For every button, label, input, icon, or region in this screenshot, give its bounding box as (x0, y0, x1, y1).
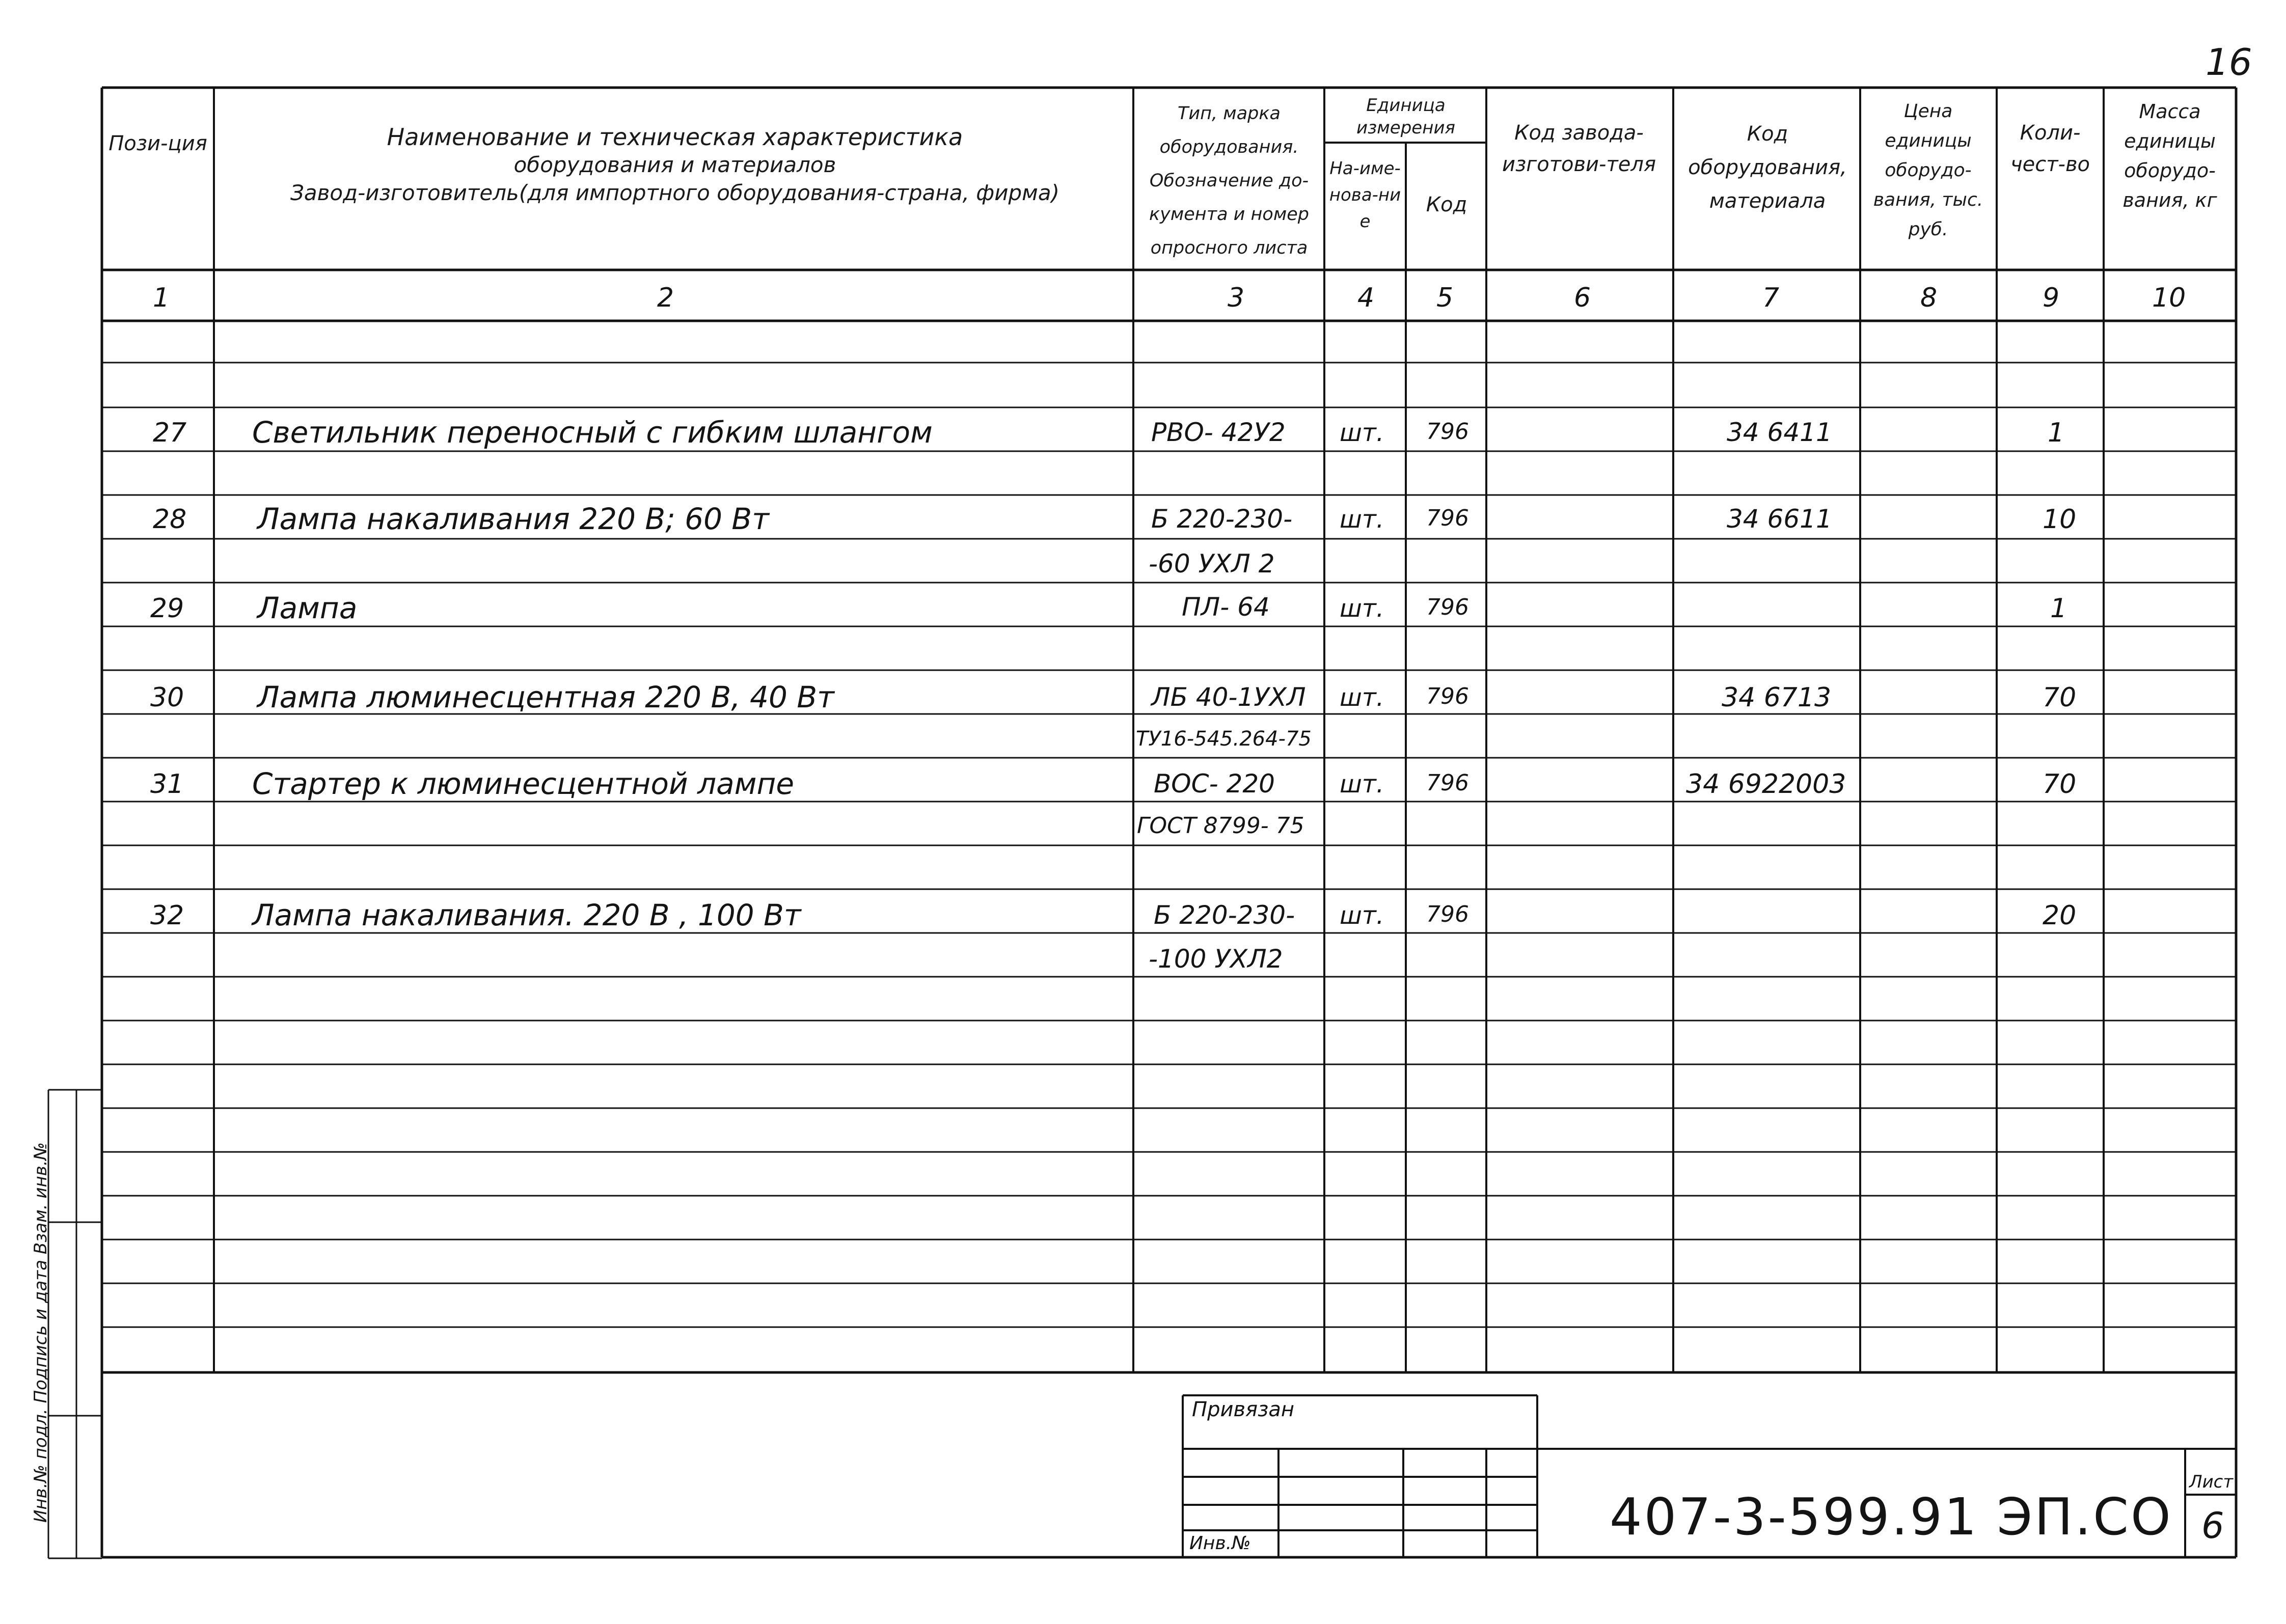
row-29-type: ПЛ- 64 (1182, 592, 1270, 622)
row-27-code: 796 (1426, 419, 1469, 445)
row-28-type: Б 220-230- (1151, 504, 1293, 534)
row-31-material: 34 6922003 (1686, 769, 1846, 800)
row-32-code: 796 (1426, 901, 1469, 927)
header-material-code-line1: Код (1747, 122, 1788, 146)
col-number-9: 9 (2043, 283, 2060, 313)
row-27-type: РВО- 42У2 (1151, 418, 1286, 447)
stamp-inv-no: Инв.№ (1189, 1533, 1251, 1554)
row-29-quantity: 1 (2050, 593, 2067, 624)
row-30-name: Лампа люминесцентная 220 В, 40 Вт (257, 680, 834, 714)
row-32-unit: шт. (1340, 901, 1384, 930)
header-mass: Масса единицы оборудо-вания, кг (2122, 100, 2217, 211)
row-29-position: 29 (150, 593, 184, 624)
row-28-code: 796 (1426, 505, 1469, 531)
row-29-unit: шт. (1340, 594, 1384, 623)
row-32-position: 32 (150, 900, 184, 931)
header-material-code-line3: материала (1709, 189, 1826, 213)
header-name-line1: Наименование и техническая характеристика (387, 123, 963, 151)
header-quantity: Коли-чест-во (2010, 121, 2090, 176)
stamp-sheet-no: 6 (2201, 1505, 2224, 1547)
row-31-position: 31 (150, 769, 184, 800)
page-number: 16 (2206, 41, 2252, 84)
header-factory-code: Код завода-изготови-теля (1502, 121, 1656, 176)
row-29-name: Лампа (257, 591, 358, 625)
row-29-code: 796 (1426, 594, 1469, 620)
row-30-material: 34 6713 (1722, 682, 1832, 713)
row-32-type-cont: -100 УХЛ2 (1149, 944, 1283, 974)
header-name-line2: оборудования и материалов (513, 152, 836, 177)
col-number-1: 1 (153, 283, 170, 313)
row-31-quantity: 70 (2043, 769, 2077, 800)
col-number-5: 5 (1436, 283, 1454, 313)
header-position: Пози-ция (108, 132, 207, 155)
header-price: Цена единицы оборудо-вания, тыс. руб. (1873, 101, 1983, 240)
header-unit-name: На-име-нова-ние (1329, 158, 1401, 232)
row-27-unit: шт. (1340, 419, 1384, 447)
row-31-type-cont: ГОСТ 8799- 75 (1137, 813, 1304, 839)
row-30-code: 796 (1426, 683, 1469, 709)
row-32-quantity: 20 (2043, 900, 2077, 931)
row-30-position: 30 (150, 682, 184, 713)
header-name-line3: Завод-изготовитель(для импортного оборудования-страна, фирма) (290, 180, 1059, 205)
row-30-type: ЛБ 40-1УХЛ (1151, 682, 1306, 712)
row-28-type-cont: -60 УХЛ 2 (1149, 549, 1275, 579)
row-31-code: 796 (1426, 770, 1469, 796)
header-material-code-line2: оборудования, (1688, 156, 1847, 179)
stamp-privyazan: Привязан (1192, 1398, 1295, 1421)
row-28-unit: шт. (1340, 505, 1384, 534)
row-30-unit: шт. (1340, 683, 1384, 712)
header-unit-code: Код (1426, 193, 1467, 216)
col-number-7: 7 (1762, 283, 1780, 313)
header-type-line1: Тип, марка (1178, 103, 1281, 124)
row-27-material: 34 6411 (1727, 418, 1832, 447)
stamp-sheet-label: Лист (2189, 1472, 2234, 1492)
row-32-type: Б 220-230- (1154, 900, 1295, 930)
row-28-quantity: 10 (2043, 504, 2077, 535)
row-30-type-cont: ТУ16-545.264-75 (1136, 727, 1312, 751)
header-material-code (1676, 117, 1859, 218)
row-31-name: Стартер к люминесцентной лампе (252, 766, 795, 801)
row-30-quantity: 70 (2043, 682, 2077, 713)
header-type-line5: опросного листа (1150, 238, 1308, 258)
row-27-position: 27 (153, 418, 187, 448)
row-27-quantity: 1 (2048, 418, 2065, 448)
header-type-line4: кумента и номер (1149, 204, 1309, 225)
col-number-4: 4 (1357, 283, 1375, 313)
header-type-line3: Обозначение до- (1149, 171, 1309, 191)
col-number-3: 3 (1228, 283, 1245, 313)
header-name (219, 122, 1131, 208)
stamp-doc-code: 407-3-599.91 ЭП.СО (1610, 1487, 2173, 1547)
row-27-name: Светильник переносный с гибким шлангом (252, 415, 933, 450)
row-28-position: 28 (153, 504, 187, 535)
col-number-8: 8 (1920, 283, 1938, 313)
row-28-name: Лампа накаливания 220 В; 60 Вт (257, 502, 770, 536)
margin-stamp-text: Инв.№ подл. Подпись и дата Взам. инв.№ (31, 1142, 51, 1523)
row-28-material: 34 6611 (1727, 504, 1832, 534)
col-number-2: 2 (657, 283, 674, 313)
row-31-unit: шт. (1340, 770, 1384, 799)
row-32-name: Лампа накаливания. 220 В , 100 Вт (252, 898, 801, 932)
col-number-10: 10 (2152, 283, 2186, 313)
header-type-line2: оборудования. (1159, 137, 1299, 157)
row-31-type: ВОС- 220 (1154, 769, 1275, 799)
header-type (1135, 97, 1323, 265)
col-number-6: 6 (1574, 283, 1591, 313)
header-unit-group: Единица измерения (1356, 95, 1456, 138)
